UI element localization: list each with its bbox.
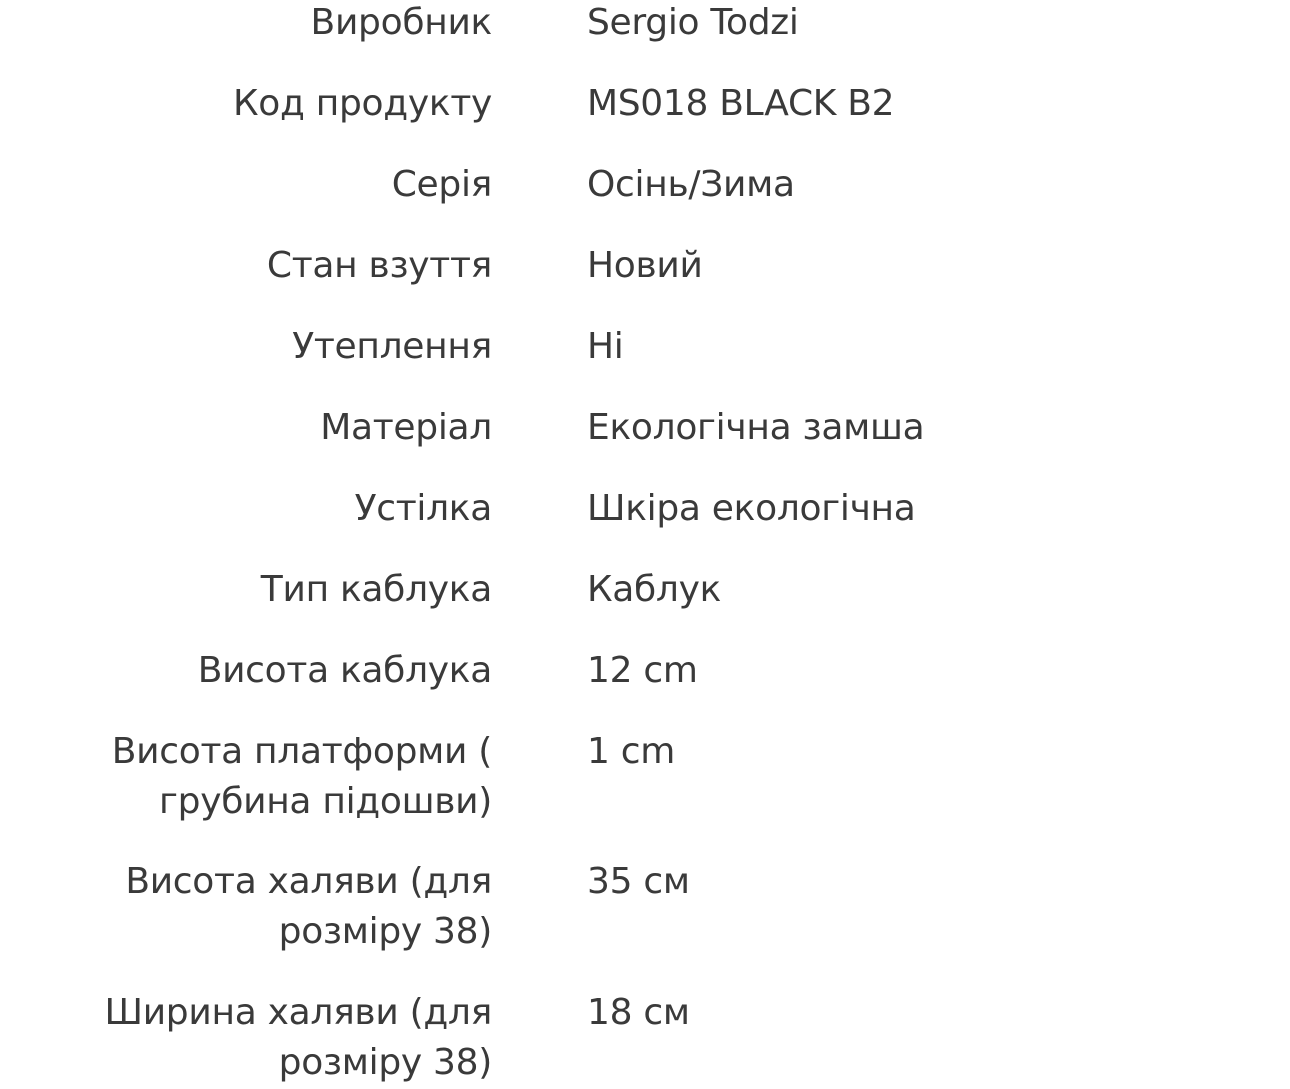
- spec-label: Висота платформи ( грубина підошви): [111, 731, 492, 822]
- spec-value: MS018 BLACK B2: [587, 83, 895, 124]
- spec-label: Тип каблука: [260, 569, 492, 610]
- spec-value: Ні: [587, 326, 624, 367]
- spec-value: Осінь/Зима: [587, 164, 795, 205]
- spec-label: Стан взуття: [266, 245, 492, 286]
- spec-value: Шкіра екологічна: [587, 488, 916, 529]
- spec-value: Екологічна замша: [587, 407, 925, 448]
- spec-label: Висота каблука: [197, 650, 492, 691]
- spec-value: Каблук: [587, 569, 722, 610]
- spec-label: Висота халяви (для розміру 38): [125, 861, 492, 952]
- spec-label: Утеплення: [292, 326, 492, 367]
- spec-label: Матеріал: [320, 407, 492, 448]
- spec-label: Устілка: [354, 488, 492, 529]
- spec-label: Код продукту: [233, 83, 492, 124]
- spec-value: 18 см: [587, 992, 690, 1033]
- spec-value: Новий: [587, 245, 703, 286]
- spec-value: 35 см: [587, 861, 690, 902]
- spec-label: Серія: [391, 164, 492, 205]
- spec-value: 12 cm: [587, 650, 698, 691]
- spec-value: 1 cm: [587, 731, 676, 772]
- spec-label: Ширина халяви (для розміру 38): [104, 992, 492, 1083]
- spec-label: Виробник: [310, 2, 492, 43]
- spec-value: Sergio Todzi: [587, 2, 799, 43]
